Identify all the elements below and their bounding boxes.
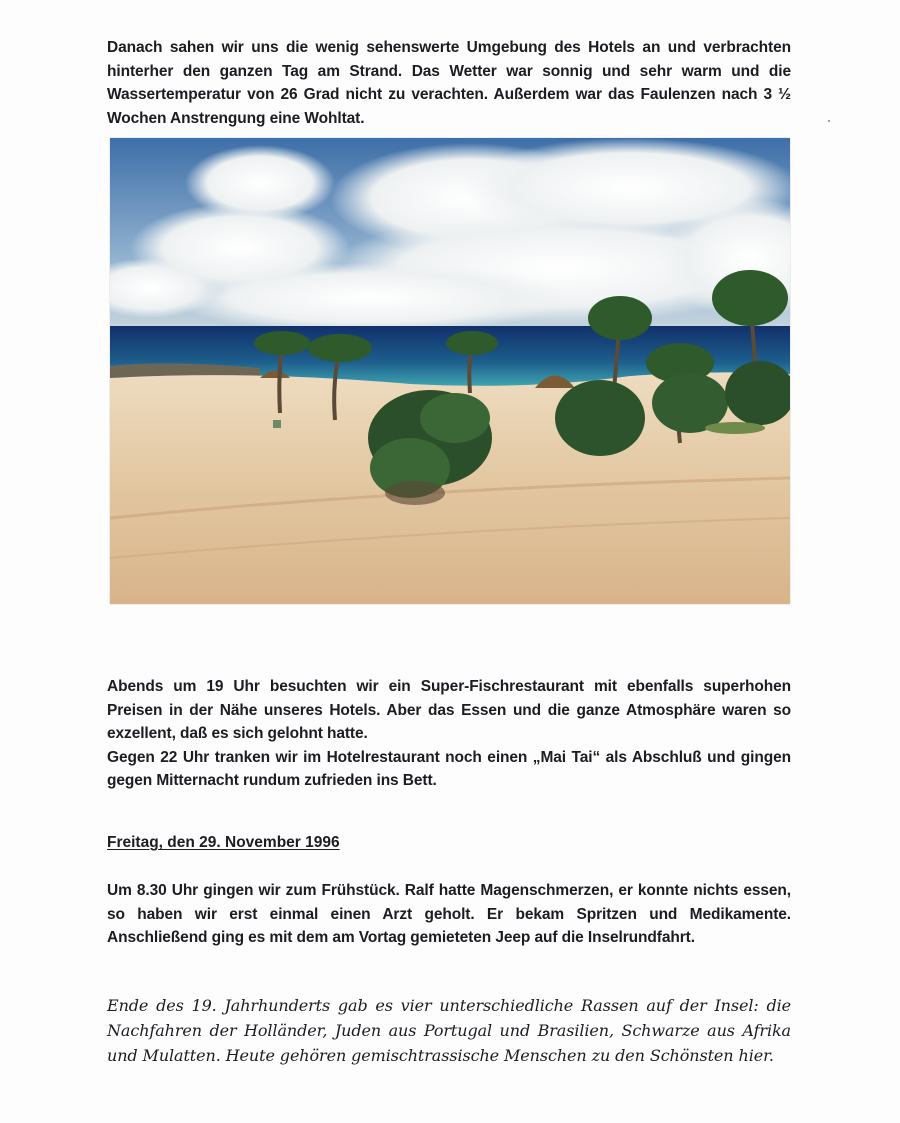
paragraph-breakfast <box>107 879 791 950</box>
paragraph-history-text: Ende des 19. Jahrhunderts gab es vier unterschiedliche Rassen auf der Insel: die Nachfahren der Holländer, Juden aus Portugal und Brasilien, Schwarze aus Afrika und Mulatten. Heute gehören gemischtrassische Menschen zu den Schönsten hier. <box>107 996 791 1065</box>
beach-photo-illustration <box>110 138 790 604</box>
beach-photo <box>110 138 790 604</box>
date-heading: Freitag, den 29. November 1996 <box>107 834 340 851</box>
paragraph-beach-day-text: Danach sahen wir uns die wenig sehenswerte Umgebung des Hotels an und verbrachten hinterher den ganzen Tag am Strand. Das Wetter war sonnig und sehr warm und die Wassertemperatur von 26 Grad nicht zu verachten. Außerdem war das Faulenzen nach 3 ½ Wochen Anstrengung eine Wohltat. <box>107 39 791 127</box>
paragraph-beach-day <box>107 36 791 130</box>
paragraph-restaurant-line2: Gegen 22 Uhr tranken wir im Hotelrestaurant noch einen „Mai Tai“ als Abschluß und gingen gegen Mitternacht rundum zufrieden ins Bett. <box>107 748 791 789</box>
paragraph-breakfast-text: Um 8.30 Uhr gingen wir zum Frühstück. Ralf hatte Magenschmerzen, er konnte nichts essen, so haben wir erst einmal einen Arzt geholt. Er bekam Spritzen und Medikamente. Anschließend ging es mit dem am Vortag gemieteten Jeep auf die Inselrundfahrt. <box>107 882 791 946</box>
paragraph-history-italic <box>107 993 791 1068</box>
paragraph-restaurant-line1: Abends um 19 Uhr besuchten wir ein Super-Fischrestaurant mit ebenfalls superhohen Preisen in der Nähe unseres Hotels. Aber das Essen und die ganze Atmosphäre waren so exzellent, daß es sich gelohnt hatte. <box>107 678 791 742</box>
speck <box>828 120 830 122</box>
paragraph-restaurant <box>107 675 791 793</box>
